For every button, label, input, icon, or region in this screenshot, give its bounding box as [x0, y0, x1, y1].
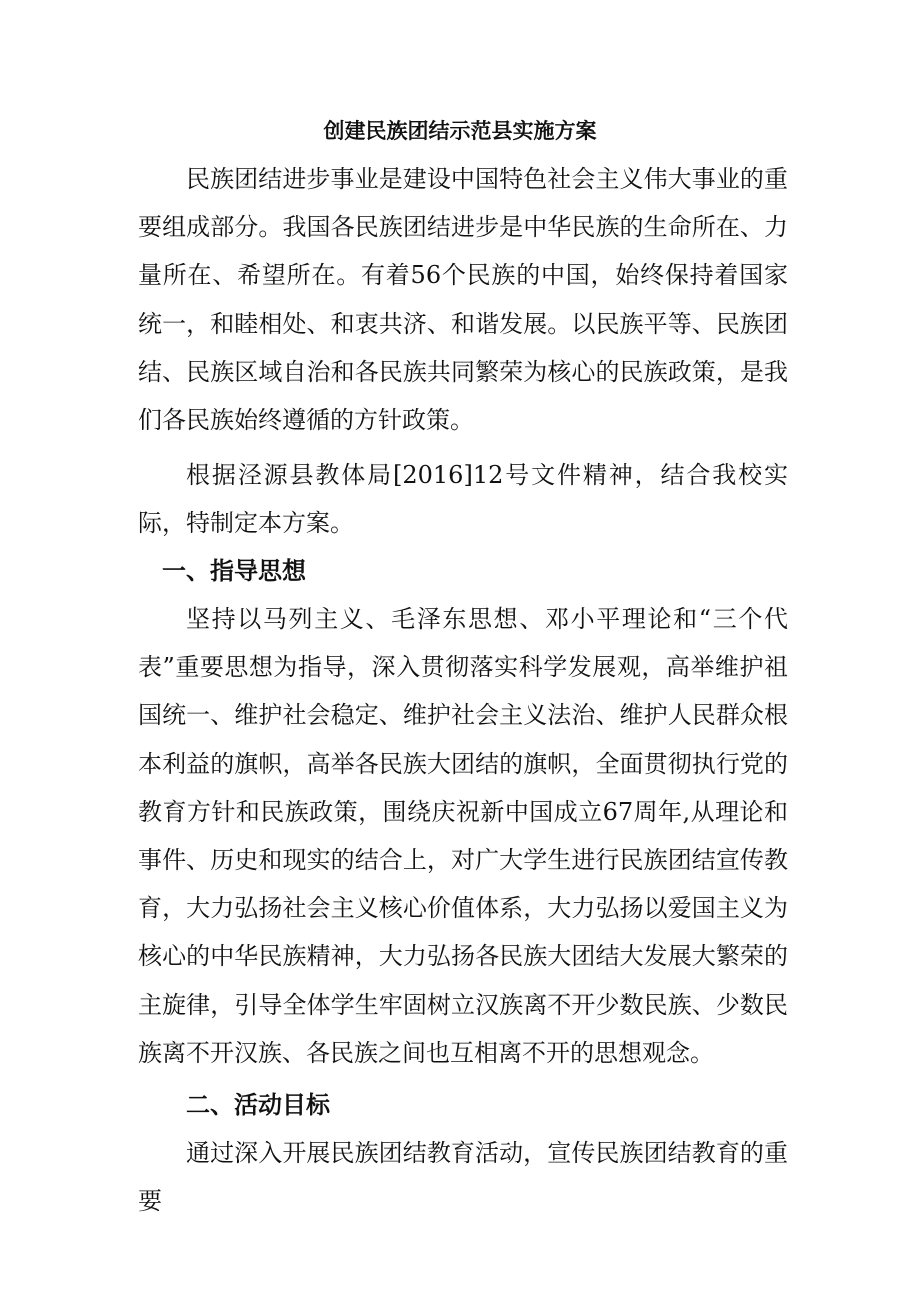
intro-paragraph: 民族团结进步事业是建设中国特色社会主义伟大事业的重要组成部分。我国各民族团结进步是中华民族的生命所在、力量所在、希望所在。有着56个民族的中国，始终保持着国家统一，和睦相处、和衷共济、和谐发展。以民族平等、民族团结、民族区域自治和各民族共同繁荣为核心的民族政策，是我们各民族始终遵循的方针政策。	[138, 165, 788, 435]
section-heading-activity-goals: 二、活动目标	[186, 1090, 330, 1119]
activity-goals-paragraph: 通过深入开展民族团结教育活动，宣传民族团结教育的重要	[138, 1139, 788, 1216]
document-title: 创建民族团结示范县实施方案	[323, 118, 597, 143]
section-heading-guiding-ideology: 一、指导思想	[162, 556, 306, 585]
guiding-ideology-paragraph: 坚持以马列主义、毛泽东思想、邓小平理论和“三个代表”重要思想为指导，深入贯彻落实科学发展观，高举维护祖国统一、维护社会稳定、维护社会主义法治、维护人民群众根本利益的旗帜，高举各民族大团结的旗帜，全面贯彻执行党的教育方针和民族政策，围绕庆祝新中国成立67周年,从理论和事件、历史和现实的结合上，对广大学生进行民族团结宣传教育，大力弘扬社会主义核心价值体系，大力弘扬以爱国主义为核心的中华民族精神，大力弘扬各民族大团结大发展大繁荣的主旋律，引导全体学生牢固树立汉族离不开少数民族、少数民族离不开汉族、各民族之间也互相离不开的思想观念。	[138, 605, 788, 1067]
basis-paragraph: 根据泾源县教体局[2016]12号文件精神，结合我校实际，特制定本方案。	[138, 461, 788, 538]
